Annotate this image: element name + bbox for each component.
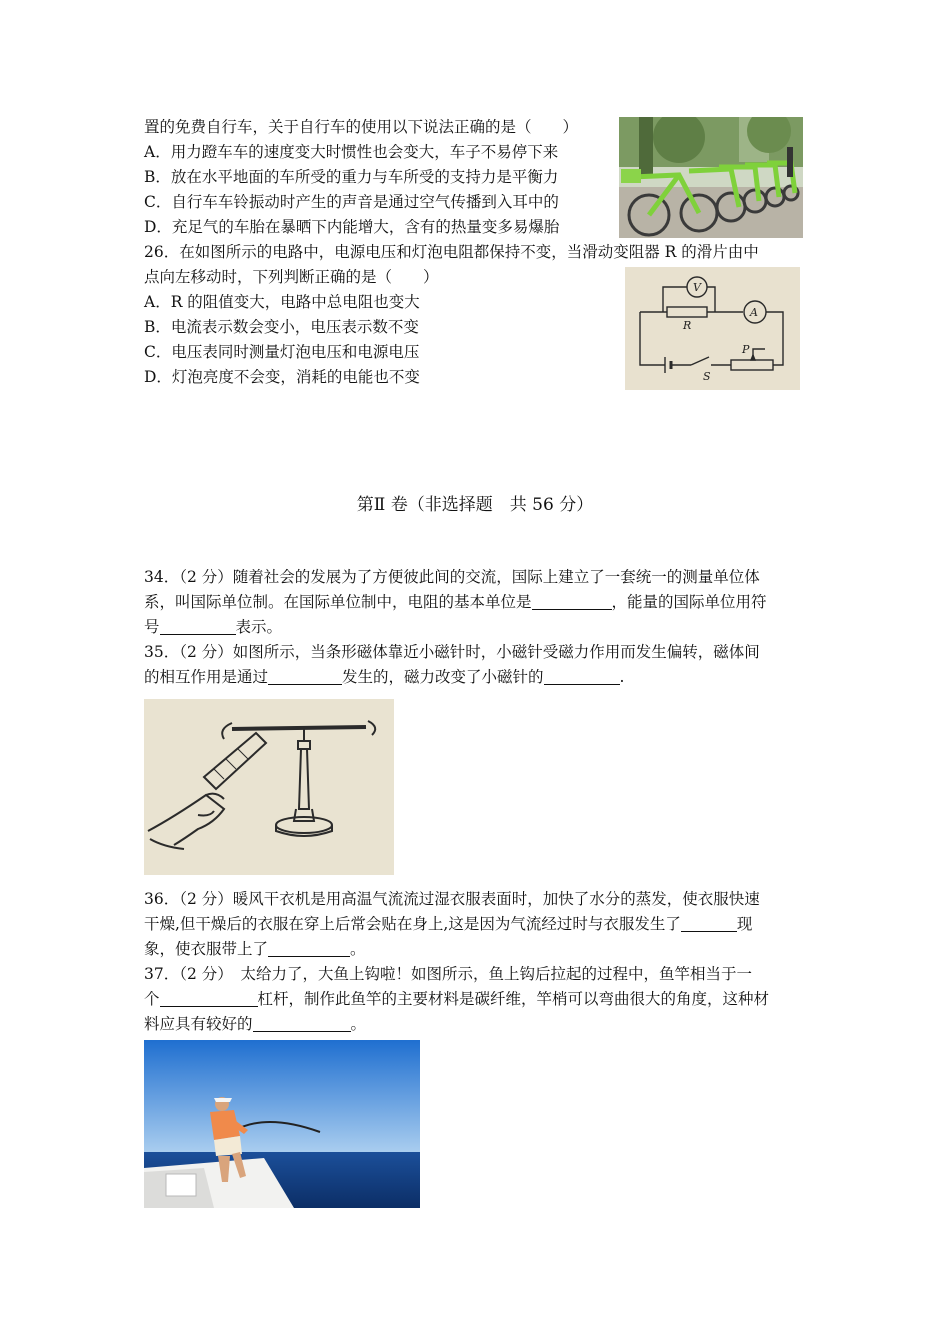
bicycle-photo (619, 117, 803, 238)
q36-text-b: 现 (736, 915, 753, 933)
q37-text-d: 。 (350, 1015, 367, 1033)
q37-text-a: 个 (144, 990, 160, 1008)
q26-option-a: A．R 的阻值变大，电路中总电阻也变大 (144, 293, 420, 311)
answer-blank[interactable] (160, 990, 258, 1007)
q37-line3 (144, 1014, 366, 1034)
q35-text-b: 发生的，磁力改变了小磁针的 (342, 668, 544, 686)
q37-line1: 37．（2 分） 太给力了，大鱼上钩啦！如图所示，鱼上钩后拉起的过程中，鱼竿相当于一 (144, 965, 753, 983)
answer-blank[interactable] (253, 1015, 351, 1032)
q25-option-d: D．充足气的车胎在暴晒下内能增大，含有的热量变多易爆胎 (144, 218, 560, 236)
q37-line2 (144, 989, 769, 1009)
slider-label: P (742, 343, 750, 356)
q34-line1: 34．（2 分）随着社会的发展为了方便彼此间的交流，国际上建立了一套统一的测量单位体 (144, 568, 760, 586)
answer-blank[interactable] (268, 668, 342, 685)
magnet-needle-figure (144, 699, 394, 875)
answer-blank[interactable] (681, 915, 737, 932)
q36-text-a: 干燥,但干燥后的衣服在穿上后常会贴在身上,这是因为气流经过时与衣服发生了 (144, 915, 681, 933)
q36-line2 (144, 914, 752, 934)
q36-line1: 36．（2 分）暖风干衣机是用高温气流流过湿衣服表面时，加快了水分的蒸发，使衣服快速 (144, 890, 760, 908)
q35-text-c: . (619, 668, 625, 686)
q37-text-b: 杠杆，制作此鱼竿的主要材料是碳纤维，竿梢可以弯曲很大的角度，这种材 (257, 990, 770, 1008)
answer-blank[interactable] (544, 668, 620, 685)
q36-line3 (144, 939, 366, 959)
q25-option-a: A．用力蹬车车的速度变大时惯性也会变大，车子不易停下来 (144, 143, 559, 161)
q34-text-c: 号 (144, 618, 160, 636)
section-title: 第Ⅱ 卷（非选择题 共 56 分） (356, 495, 594, 515)
fishing-photo (144, 1040, 420, 1208)
q37-text-c: 料应具有较好的 (144, 1015, 253, 1033)
answer-blank[interactable] (532, 593, 612, 610)
q35-line2 (144, 667, 624, 687)
q36-text-d: 。 (350, 940, 366, 958)
q34-line3 (144, 617, 282, 637)
circuit-diagram (625, 267, 800, 390)
q25-stem: 置的免费自行车，关于自行车的使用以下说法正确的是（ ） (144, 118, 579, 136)
q34-line2 (144, 592, 767, 612)
q26-stem-line1: 26．在如图所示的电路中，电源电压和灯泡电阻都保持不变，当滑动变阻器 R 的滑片由中 (144, 243, 759, 261)
voltmeter-label: V (693, 281, 701, 294)
q25-option-b: B．放在水平地面的车所受的重力与车所受的支持力是平衡力 (144, 168, 559, 186)
ammeter-label: A (750, 306, 758, 319)
answer-blank[interactable] (268, 940, 350, 957)
switch-label: S (703, 370, 711, 383)
q26-option-c: C．电压表同时测量灯泡电压和电源电压 (144, 343, 420, 361)
q36-text-c: 象，使衣服带上了 (144, 940, 269, 958)
q26-stem-line2: 点向左移动时，下列判断正确的是（ ） (144, 268, 439, 286)
q34-text-d: 表示。 (235, 618, 283, 636)
resistor-label: R (683, 319, 692, 332)
q34-text-b: ，能量的国际单位用符 (611, 593, 767, 611)
q34-text-a: 系，叫国际单位制。在国际单位制中，电阻的基本单位是 (144, 593, 532, 611)
answer-blank[interactable] (160, 618, 236, 635)
q35-text-a: 的相互作用是通过 (144, 668, 269, 686)
q35-line1: 35．（2 分）如图所示，当条形磁体靠近小磁针时，小磁针受磁力作用而发生偏转，磁体间 (144, 643, 760, 661)
q25-option-c: C．自行车车铃振动时产生的声音是通过空气传播到入耳中的 (144, 193, 559, 211)
q26-option-b: B．电流表示数会变小，电压表示数不变 (144, 318, 419, 336)
q26-option-d: D．灯泡亮度不会变，消耗的电能也不变 (144, 368, 420, 386)
